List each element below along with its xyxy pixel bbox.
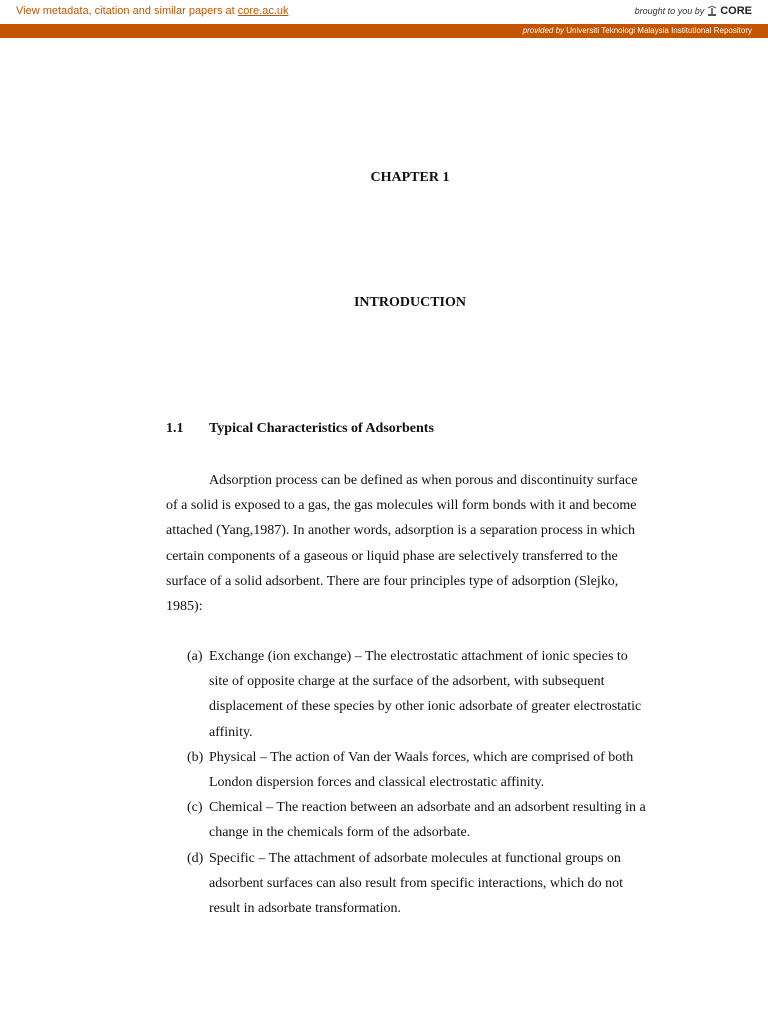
list-marker: (a): [187, 649, 203, 664]
core-link[interactable]: core.ac.uk: [237, 5, 289, 17]
list-marker: (d): [187, 850, 204, 866]
list-line: Physical – The action of Van der Waals forces, which are comprised of both: [209, 749, 634, 765]
adsorption-types-list: [187, 644, 667, 921]
metadata-prefix: View metadata, citation and similar papers at: [16, 5, 238, 17]
list-item: [187, 795, 667, 845]
paragraph-line: certain components of a gaseous or liquid phase are selectively transferred to the: [166, 548, 618, 564]
core-name: CORE: [720, 5, 752, 17]
list-line: Chemical – The reaction between an adsorbate and an adsorbent resulting in a: [209, 800, 646, 816]
paragraph-line: Adsorption process can be defined as when porous and discontinuity surface: [209, 473, 638, 488]
section-heading: [166, 421, 434, 437]
list-line: Exchange (ion exchange) – The electrostatic attachment of ionic species to: [209, 649, 628, 664]
list-line: Specific – The attachment of adsorbate molecules at functional groups on: [209, 850, 621, 866]
brought-to-you-label: brought to you by: [634, 6, 705, 16]
paragraph-line: attached (Yang,1987). In another words, adsorption is a separation process in which: [166, 523, 636, 539]
provided-by-label: provided by: [522, 26, 565, 35]
provided-by-bar: [0, 24, 768, 38]
list-marker: (c): [187, 800, 203, 816]
body-paragraph: [166, 468, 656, 619]
list-line: displacement of these species by other ionic adsorbate of greater electrostatic: [209, 699, 642, 715]
metadata-notice: [16, 5, 289, 17]
core-branding[interactable]: [635, 5, 752, 17]
list-line: site of opposite charge at the surface of the adsorbent, with subsequent: [209, 674, 605, 690]
chapter-title: CHAPTER 1: [370, 170, 450, 185]
list-marker: (b): [187, 749, 204, 765]
list-line: result in adsorbate transformation.: [209, 901, 402, 917]
list-line: change in the chemicals form of the adsorbate.: [209, 825, 471, 841]
introduction-title: INTRODUCTION: [353, 295, 466, 310]
provider-name: Universiti Teknologi Malaysia Institutional Repository: [566, 26, 752, 35]
core-banner: [0, 0, 768, 25]
paragraph-line: surface of a solid adsorbent. There are four principles type of adsorption (Slejko,: [166, 573, 619, 589]
provided-by-text: [523, 26, 752, 35]
list-line: affinity.: [209, 724, 253, 740]
section-title: Typical Characteristics of Adsorbents: [209, 421, 434, 436]
paragraph-line: 1985):: [166, 599, 203, 615]
section-number: 1.1: [166, 421, 184, 436]
list-item: [187, 745, 667, 795]
list-line: London dispersion forces and classical electrostatic affinity.: [209, 775, 545, 791]
core-logo-icon: [707, 5, 717, 17]
list-line: adsorbent surfaces can also result from specific interactions, which do not: [209, 875, 624, 891]
list-item: [187, 644, 667, 745]
paragraph-line: of a solid is exposed to a gas, the gas molecules will form bonds with it and become: [166, 498, 637, 514]
list-item: [187, 846, 667, 922]
